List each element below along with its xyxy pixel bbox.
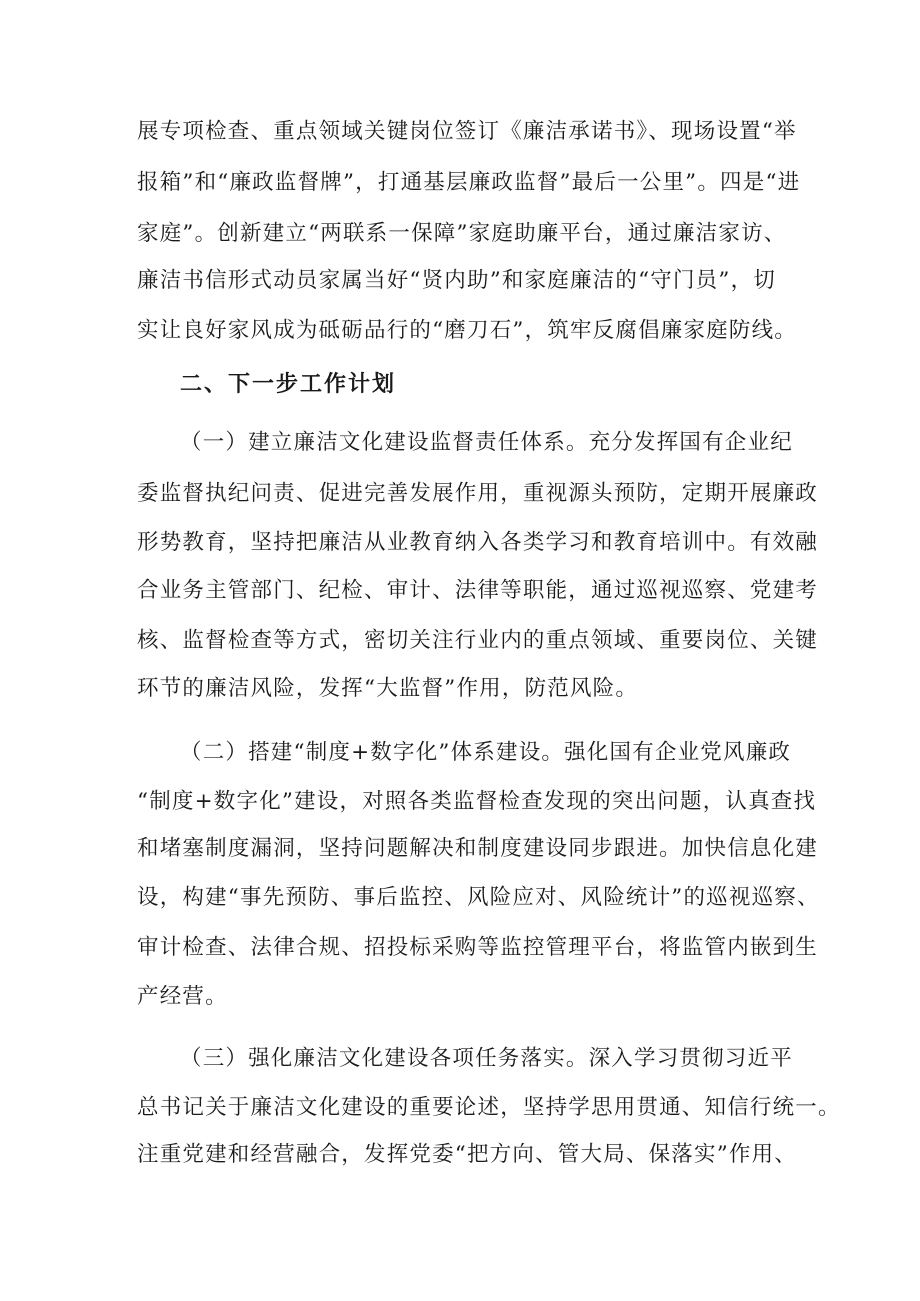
paragraph-2-line-2: 委监督执纪问责、促进完善发展作用，重视源头预防，定期开展廉政: [137, 481, 819, 506]
paragraph-3-line-6: 产经营。: [137, 984, 228, 1009]
paragraph-3-line-1: （二）搭建“制度+数字化”体系建设。强化国有企业党风廉政: [180, 740, 792, 765]
paragraph-1-line-2: 报箱”和“廉政监督牌”，打通基层廉政监督”最后一公里”。四是“进: [137, 170, 801, 195]
paragraph-1-line-1: 展专项检查、重点领域关键岗位签订《廉洁承诺书》、现场设置“举: [137, 119, 797, 144]
paragraph-1-line-3: 家庭”。创新建立“两联系一保障”家庭助廉平台，通过廉洁家访、: [137, 221, 787, 246]
paragraph-3-line-2: “制度+数字化”建设，对照各类监督检查发现的突出问题，认真查找: [137, 789, 817, 814]
paragraph-4-line-1: （三）强化廉洁文化建设各项任务落实。深入学习贯彻习近平: [180, 1046, 793, 1071]
paragraph-1-line-5: 实让良好家风成为砥砺品行的“磨刀石”，筑牢反腐倡廉家庭防线。: [137, 318, 797, 343]
paragraph-4-line-2: 总书记关于廉洁文化建设的重要论述，坚持学思用贯通、知信行统一。: [137, 1095, 841, 1120]
paragraph-3-line-4: 设，构建“事先预防、事后监控、风险应对、风险统计”的巡视巡察、: [137, 885, 820, 910]
paragraph-1-line-4: 廉洁书信形式动员家属当好“贤内助”和家庭廉洁的“守门员”，切: [137, 268, 776, 293]
section-heading: 二、下一步工作计划: [180, 372, 397, 397]
paragraph-3-line-5: 审计检查、法律合规、招投标采购等监控管理平台，将监管内嵌到生: [137, 935, 819, 960]
paragraph-2-line-4: 合业务主管部门、纪检、审计、法律等职能，通过巡视巡察、党建考: [137, 578, 819, 603]
paragraph-2-line-5: 核、监督检查等方式，密切关注行业内的重点领域、重要岗位、关键: [137, 628, 819, 653]
paragraph-2-line-3: 形势教育，坚持把廉洁从业教育纳入各类学习和教育培训中。有效融: [137, 530, 819, 555]
paragraph-2-line-1: （一）建立廉洁文化建设监督责任体系。充分发挥国有企业纪: [180, 430, 793, 455]
paragraph-3-line-3: 和堵塞制度漏洞，坚持问题解决和制度建设同步跟进。加快信息化建: [137, 836, 819, 861]
paragraph-2-line-6: 环节的廉洁风险，发挥“大监督”作用，防范风险。: [137, 676, 639, 701]
paragraph-4-line-3: 注重党建和经营融合，发挥党委“把方向、管大局、保落实”作用、: [137, 1142, 797, 1167]
